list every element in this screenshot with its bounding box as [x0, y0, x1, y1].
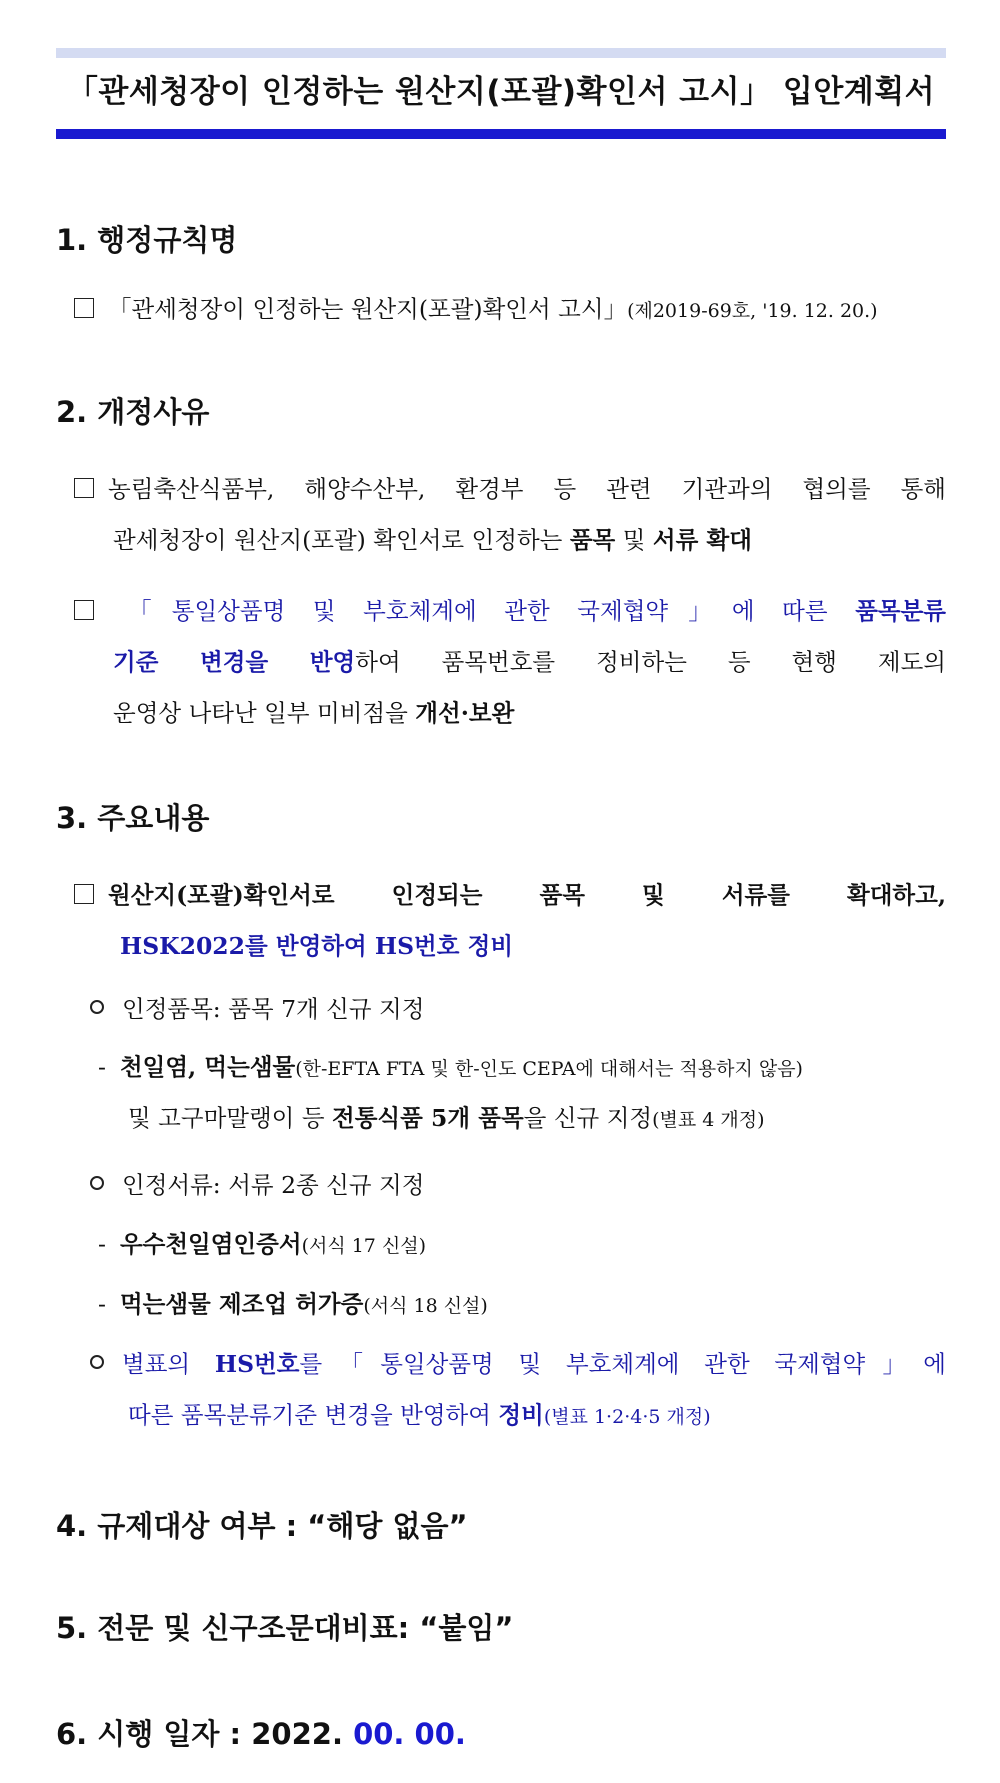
circle-bullet-icon [90, 1176, 104, 1190]
item-new-designation: 을 신규 지정 [523, 1104, 653, 1132]
reason-2-bold-2: 기준 변경을 반영 [113, 648, 356, 676]
section-2-para-1 [74, 464, 946, 515]
section-3-heading: 3. 주요내용 [56, 801, 210, 835]
section-3-o3 [90, 1339, 946, 1390]
section-5-heading: 5. 전문 및 신구조문대비표: “붙임” [56, 1611, 514, 1645]
section-3-d2 [98, 1219, 946, 1272]
main-content-line-2: HSK2022를 반영하여 HS번호 정비 [120, 932, 514, 960]
reason-2-line-3: 운영상 나타난 일부 미비점을 [113, 699, 416, 727]
checkbox-icon [74, 600, 94, 620]
hs-line-2: 따른 품목분류기준 변경을 반영하여 [128, 1401, 499, 1429]
section-2-heading: 2. 개정사유 [56, 395, 210, 429]
item-salt-water: 천일염, 먹는샘물 [119, 1053, 296, 1081]
document-title: 「관세청장이 인정하는 원산지(포괄)확인서 고시」 입안계획서 [66, 74, 936, 110]
checkbox-icon [74, 478, 94, 498]
doc-salt-form-note: (서식 17 신설) [301, 1235, 427, 1257]
effective-date-label: 6. 시행 일자 : 2022. [56, 1717, 354, 1751]
hs-arrange-bold: 정비 [498, 1401, 544, 1429]
section-6-heading [56, 1712, 466, 1753]
effective-date-placeholder: 00. 00. [353, 1717, 466, 1751]
dash-bullet: - [98, 1230, 106, 1258]
section-3-d1 [98, 1042, 946, 1095]
doc-water-license: 먹는샘물 제조업 허가증 [119, 1290, 364, 1318]
reason-2-bold-1: 품목분류 [855, 597, 946, 625]
section-3-d3 [98, 1279, 946, 1332]
reason-1-line-1: 농림축산식품부, 해양수산부, 환경부 등 관련 기관과의 협의를 통해 [108, 475, 946, 503]
section-3-main [74, 870, 946, 921]
section-2-para-2 [74, 586, 946, 637]
section-2-para-2-line-2 [113, 637, 946, 688]
section-3-o3-cont [128, 1390, 946, 1443]
hs-annex-note: (별표 1·2·4·5 개정) [543, 1406, 711, 1428]
reason-2-line-2: 하여 품목번호를 정비하는 등 현행 제도의 [355, 648, 946, 676]
checkbox-icon [74, 884, 94, 904]
top-rule [56, 48, 946, 58]
reason-1-bold-docs: 서류 확대 [652, 526, 752, 554]
section-3-o2 [90, 1160, 946, 1211]
circle-bullet-icon [90, 1355, 104, 1369]
title-rule [56, 129, 946, 139]
item-exception-note: (한-EFTA FTA 및 한-인도 CEPA에 대해서는 적용하지 않음) [295, 1058, 803, 1080]
hs-line-1b: 를「통일상품명 및 부호체계에 관한 국제협약」에 [299, 1350, 946, 1378]
section-2-para-1-cont [113, 515, 946, 566]
approved-items: 인정품목: 품목 7개 신규 지정 [122, 995, 425, 1023]
hs-line-1a: 별표의 [122, 1350, 215, 1378]
reason-1-conj: 및 [615, 526, 653, 554]
section-3-d1-cont [128, 1093, 946, 1146]
section-4-heading: 4. 규제대상 여부 : “해당 없음” [56, 1509, 468, 1543]
hs-number-bold: HS번호 [214, 1350, 300, 1378]
section-3-o1 [90, 984, 946, 1035]
rule-name: 「관세청장이 인정하는 원산지(포괄)확인서 고시」 [108, 295, 628, 323]
rule-note: (제2019-69호, '19. 12. 20.) [627, 300, 878, 322]
checkbox-icon [74, 298, 94, 318]
reason-2-line-1: 「통일상품명 및 부호체계에 관한 국제협약」에 따른 [108, 597, 856, 625]
section-3-main-line-2 [120, 921, 946, 972]
section-2-para-2-line-3 [113, 688, 946, 739]
section-1-heading: 1. 행정규칙명 [56, 223, 238, 257]
dash-bullet: - [98, 1053, 106, 1081]
item-annex-note: (별표 4 개정) [652, 1109, 765, 1131]
item-sweet-potato: 및 고구마말랭이 등 [128, 1104, 333, 1132]
reason-1-line-2: 관세청장이 원산지(포괄) 확인서로 인정하는 [113, 526, 570, 554]
dash-bullet: - [98, 1290, 106, 1318]
doc-salt-certificate: 우수천일염인증서 [119, 1230, 302, 1258]
approved-documents: 인정서류: 서류 2종 신규 지정 [122, 1171, 425, 1199]
item-traditional-foods: 전통식품 5개 품목 [332, 1104, 524, 1132]
doc-water-form-note: (서식 18 신설) [363, 1295, 488, 1317]
circle-bullet-icon [90, 1000, 104, 1014]
reason-2-bold-3: 개선·보완 [415, 699, 515, 727]
section-1-item [74, 284, 946, 337]
reason-1-bold-items: 품목 [569, 526, 616, 554]
main-content-line-1: 원산지(포괄)확인서로 인정되는 품목 및 서류를 확대하고, [108, 881, 946, 909]
